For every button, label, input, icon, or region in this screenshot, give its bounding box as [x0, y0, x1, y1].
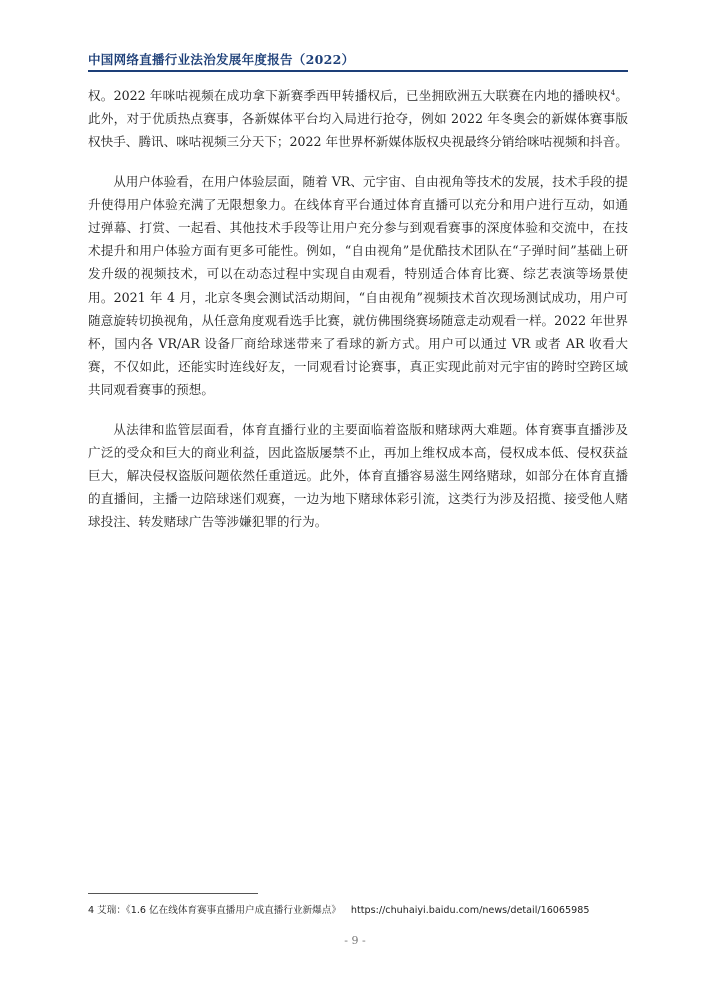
footnote-link[interactable]: https://chuhaiyi.baidu.com/news/detail/16065985 [350, 905, 590, 916]
paragraph-continuation [88, 84, 628, 154]
page-number: - 9 - [344, 934, 366, 947]
footnote-reference[interactable]: 4 [610, 88, 616, 97]
paragraph-legal-regulation: 从法律和监管层面看，体育直播行业的主要面临着盗版和赌球两大难题。体育赛事直播涉及广泛的受众和巨大的商业利益，因此盗版屡禁不止，再加上维权成本高，侵权成本低、侵权获益巨大，解决侵权盗版问题依然任重道远。此外，体育直播容易滋生网络赌球，如部分在体育直播的直播间，主播一边陪球迷们观赛，一边为地下赌球体彩引流，这类行为涉及招揽、接受他人赌球投注、转发赌球广告等涉嫌犯罪的行为。 [88, 421, 628, 530]
footnote-divider [88, 893, 258, 894]
footnote-label: 4 艾瑞：《1.6 亿在线体育赛事直播用户成直播行业新爆点》 [88, 905, 341, 916]
paragraph-user-experience: 从用户体验看，在用户体验层面，随着 VR、元宇宙、自由视角等技术的发展，技术手段的提升使得用户体验充满了无限想象力。在线体育平台通过体育直播可以充分和用户进行互动，如通过弹幕、打赏、一起看、其他技术手段等让用户充分参与到观看赛事的深度体验和交流中，在技术提升和用户体验方面有更多可能性。例如，“自由视角”是优酷技术团队在“子弹时间”基础上研发升级的视频技术，可以在动态过程中实现自由观看，特别适合体育比赛、综艺表演等场景使用。2021 年 4 月，北京冬奥会测试活动期间，“自由视角”视频技术首次现场测试成功，用户可随意旋转切换视角，从任意角度观看选手比赛，就仿佛围绕赛场随意走动观看一样。2022 年世界杯，国内各 VR/AR 设备厂商给球迷带来了看球的新方式。用户可以通过 VR 或者 AR 收看大赛，不仅如此，还能实时连线好友，一同观看讨论赛事，真正实现此前对元宇宙的跨时空跨区域共同观看赛事的预想。 [88, 173, 628, 398]
page-body [88, 84, 628, 550]
page-header [88, 50, 628, 68]
header-divider [88, 70, 628, 72]
footnote [88, 902, 648, 916]
paragraph-text-after: 。此外，对于优质热点赛事，各新媒体平台均入局进行抢夺，例如 2022 年冬奥会的新媒体赛事版权快手、腾讯、咪咕视频三分天下；2022 年世界杯新媒体版权央视最终分销给咪咕视频和抖音。 [88, 88, 629, 150]
report-title: 中国网络直播行业法治发展年度报告（2022） [88, 52, 355, 67]
paragraph-text: 权。2022 年咪咕视频在成功拿下新赛季西甲转播权后，已坐拥欧洲五大联赛在内地的播映权 [88, 88, 611, 103]
